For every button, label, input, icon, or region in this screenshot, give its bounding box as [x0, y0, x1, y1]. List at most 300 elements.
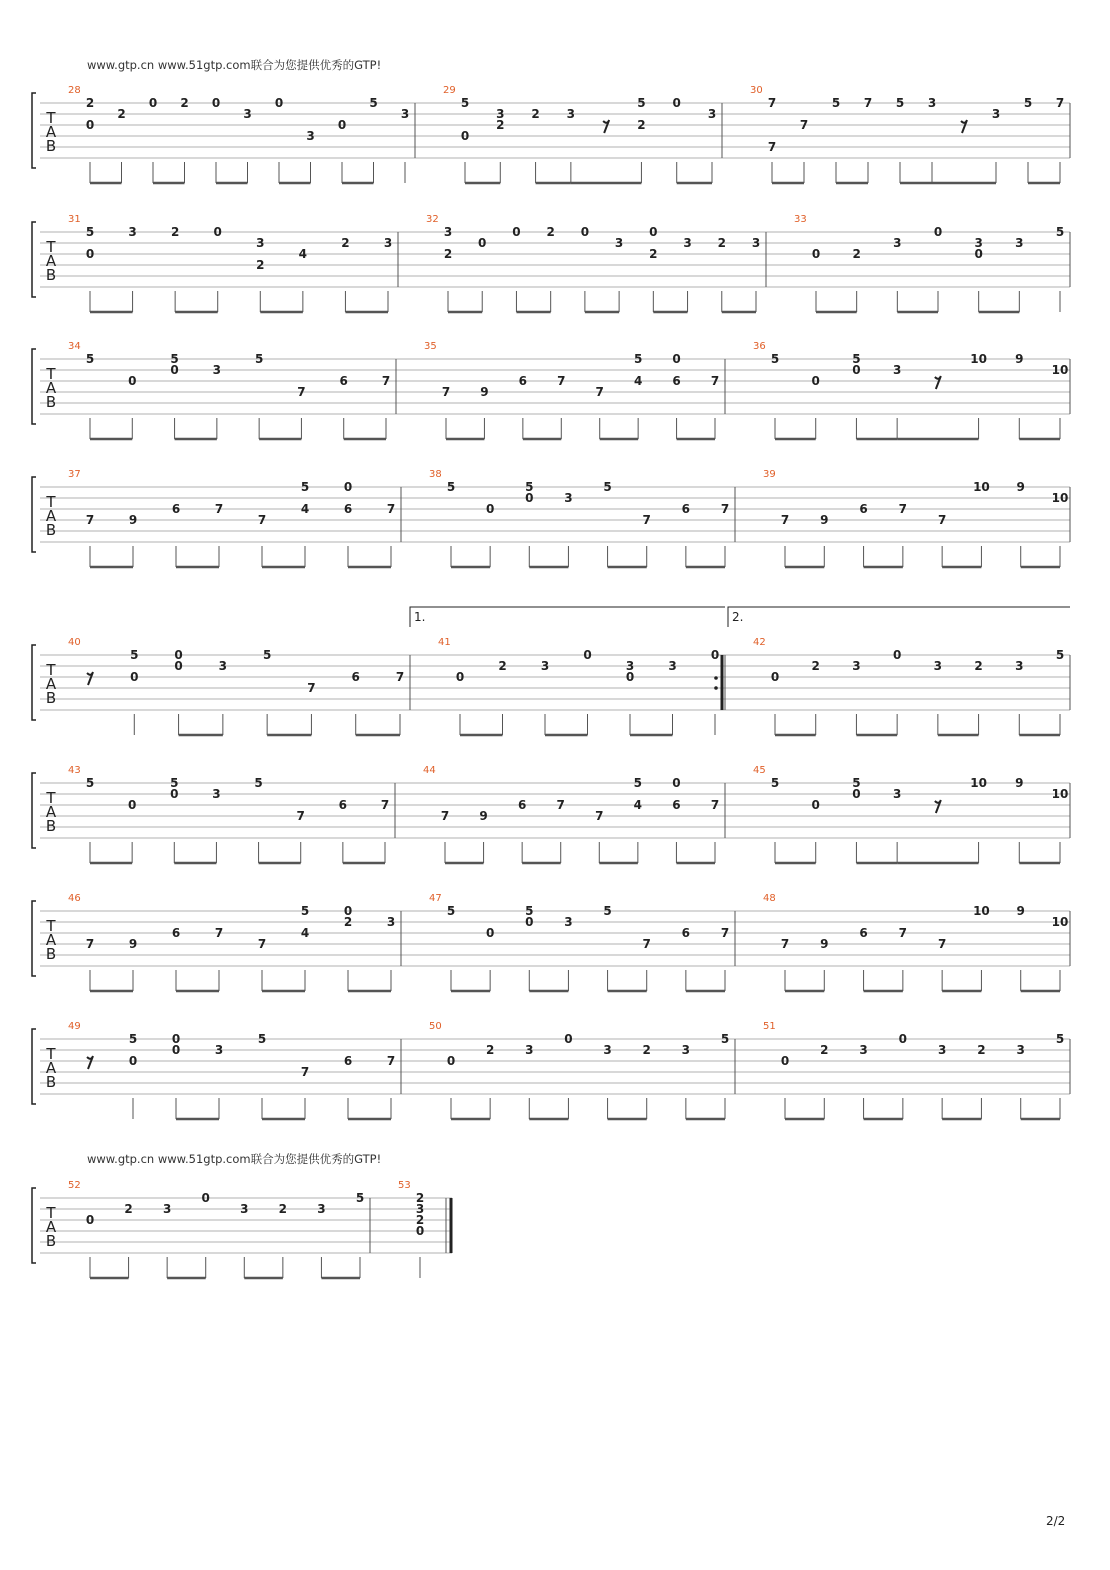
system-bracket — [32, 1029, 36, 1104]
fret-number: 5 — [254, 352, 264, 366]
tab-clef-letter: A — [45, 803, 57, 821]
fret-number: 7 — [441, 385, 451, 399]
fret-number: 10 — [973, 480, 990, 494]
tab-clef-letter: A — [45, 1218, 57, 1236]
fret-number: 10 — [1051, 787, 1069, 801]
fret-number: 2 — [415, 1213, 425, 1227]
fret-number: 3 — [892, 363, 902, 377]
fret-number: 7 — [898, 926, 908, 940]
fret-number: 0 — [201, 1191, 210, 1205]
measure-number: 39 — [763, 469, 776, 480]
tab-clef-letter: A — [45, 123, 57, 141]
fret-number: 3 — [306, 129, 315, 143]
fret-number: 0 — [649, 225, 658, 239]
measure-number: 40 — [68, 637, 81, 648]
measure-number: 36 — [753, 341, 766, 352]
fret-number: 0 — [933, 225, 943, 239]
repeat-dot — [714, 686, 718, 690]
fret-number: 2 — [341, 236, 350, 250]
fret-number: 3 — [933, 659, 943, 673]
fret-number: 5 — [460, 96, 470, 110]
tab-clef-letter: T — [46, 238, 56, 256]
fret-number: 5 — [637, 96, 646, 110]
fret-number: 6 — [859, 502, 868, 516]
fret-number: 3 — [681, 1043, 691, 1057]
eighth-rest — [935, 376, 941, 389]
fret-number: 3 — [937, 1043, 947, 1057]
fret-number: 6 — [351, 670, 360, 684]
fret-number: 5 — [1055, 225, 1065, 239]
fret-number: 2 — [531, 107, 540, 121]
fret-number: 7 — [214, 502, 224, 516]
fret-number: 0 — [171, 1032, 181, 1046]
fret-number: 0 — [512, 225, 521, 239]
fret-number: 3 — [564, 915, 573, 929]
fret-number: 7 — [780, 513, 790, 527]
fret-number: 0 — [85, 1213, 95, 1227]
measure-number: 42 — [753, 637, 766, 648]
tab-clef-letter: T — [46, 917, 56, 935]
fret-number: 5 — [446, 904, 456, 918]
fret-number: 0 — [892, 648, 902, 662]
tab-clef-letter: T — [46, 493, 56, 511]
fret-number: 0 — [811, 798, 820, 812]
fret-number: 3 — [212, 787, 221, 801]
fret-number: 0 — [898, 1032, 908, 1046]
tab-clef-letter: B — [45, 1232, 57, 1250]
fret-number: 6 — [338, 798, 348, 812]
fret-number: 0 — [672, 352, 681, 366]
fret-number: 5 — [300, 904, 310, 918]
tab-clef-letter: B — [45, 945, 57, 963]
fret-number: 3 — [496, 107, 505, 121]
fret-number: 10 — [970, 776, 987, 790]
fret-number: 4 — [633, 798, 643, 812]
fret-number: 3 — [974, 236, 983, 250]
fret-number: 6 — [171, 502, 181, 516]
fret-number: 2 — [496, 118, 505, 132]
system-bracket — [32, 645, 36, 720]
tab-clef-letter: B — [45, 1073, 57, 1091]
eighth-rest — [935, 800, 941, 813]
fret-number: 7 — [386, 502, 396, 516]
fret-number: 5 — [254, 776, 263, 790]
fret-number: 7 — [799, 118, 809, 132]
fret-number: 3 — [240, 1202, 249, 1216]
fret-number: 7 — [767, 96, 777, 110]
tab-clef-letter: A — [45, 252, 57, 270]
fret-number: 7 — [381, 374, 391, 388]
volta-bracket-2 — [728, 607, 1070, 627]
fret-number: 0 — [174, 659, 183, 673]
fret-number: 5 — [852, 352, 861, 366]
fret-number: 5 — [130, 648, 139, 662]
fret-number: 0 — [174, 648, 183, 662]
fret-number: 2 — [343, 915, 353, 929]
measure-number: 29 — [443, 85, 456, 96]
measure-number: 45 — [753, 765, 766, 776]
fret-number: 7 — [557, 374, 566, 388]
tab-clef-letter: T — [46, 789, 56, 807]
fret-number: 0 — [672, 776, 681, 790]
fret-number: 7 — [1055, 96, 1065, 110]
fret-number: 5 — [525, 904, 534, 918]
fret-number: 7 — [863, 96, 873, 110]
fret-number: 5 — [770, 776, 780, 790]
measure-number: 37 — [68, 469, 81, 480]
fret-number: 5 — [446, 480, 456, 494]
fret-number: 9 — [1015, 776, 1024, 790]
measure-number: 34 — [68, 341, 81, 352]
tab-clef-letter: B — [45, 689, 57, 707]
fret-number: 7 — [85, 937, 95, 951]
measure-number: 49 — [68, 1021, 81, 1032]
fret-number: 0 — [170, 787, 179, 801]
fret-number: 3 — [564, 491, 573, 505]
fret-number: 7 — [710, 374, 720, 388]
fret-number: 3 — [1016, 1043, 1025, 1057]
fret-number: 7 — [780, 937, 790, 951]
measure-number: 51 — [763, 1021, 776, 1032]
fret-number: 4 — [633, 374, 643, 388]
fret-number: 0 — [811, 247, 821, 261]
fret-number: 2 — [278, 1202, 288, 1216]
measure-number: 44 — [423, 765, 436, 776]
fret-number: 7 — [937, 513, 947, 527]
fret-number: 9 — [1015, 352, 1024, 366]
fret-number: 0 — [672, 96, 681, 110]
fret-number: 0 — [460, 129, 470, 143]
fret-number: 5 — [369, 96, 378, 110]
fret-number: 0 — [564, 1032, 573, 1046]
system-bracket — [32, 93, 36, 168]
measure-number: 53 — [398, 1180, 411, 1191]
fret-number: 3 — [859, 1043, 868, 1057]
fret-number: 3 — [218, 659, 228, 673]
measure-number: 52 — [68, 1180, 81, 1191]
fret-number: 10 — [1051, 491, 1069, 505]
tab-clef-letter: B — [45, 393, 57, 411]
fret-number: 5 — [895, 96, 905, 110]
fret-number: 4 — [300, 926, 310, 940]
fret-number: 5 — [170, 776, 179, 790]
fret-number: 3 — [751, 236, 761, 250]
volta-label-2: 2. — [732, 610, 744, 624]
fret-number: 0 — [478, 236, 487, 250]
fret-number: 3 — [317, 1202, 326, 1216]
fret-number: 0 — [274, 96, 284, 110]
fret-number: 0 — [127, 798, 137, 812]
fret-number: 7 — [642, 513, 651, 527]
eighth-rest — [603, 120, 609, 133]
system-bracket — [32, 773, 36, 848]
fret-number: 7 — [595, 809, 604, 823]
fret-number: 4 — [298, 247, 308, 261]
fret-number: 5 — [1023, 96, 1033, 110]
fret-number: 3 — [400, 107, 410, 121]
system-bracket — [32, 1188, 36, 1263]
volta-bracket-1 — [410, 607, 725, 627]
fret-number: 2 — [974, 659, 983, 673]
fret-number: 0 — [770, 670, 780, 684]
fret-number: 10 — [1051, 363, 1069, 377]
fret-number: 9 — [820, 513, 829, 527]
measure-number: 48 — [763, 893, 776, 904]
fret-number: 3 — [540, 659, 550, 673]
fret-number: 9 — [128, 937, 138, 951]
fret-number: 3 — [566, 107, 576, 121]
fret-number: 6 — [672, 798, 681, 812]
fret-number: 0 — [128, 1054, 138, 1068]
fret-number: 2 — [415, 1191, 425, 1205]
fret-number: 3 — [1015, 236, 1024, 250]
fret-number: 5 — [257, 1032, 267, 1046]
fret-number: 2 — [637, 118, 646, 132]
fret-number: 5 — [720, 1032, 730, 1046]
fret-number: 2 — [498, 659, 507, 673]
fret-number: 0 — [525, 915, 534, 929]
fret-number: 5 — [1055, 648, 1065, 662]
fret-number: 9 — [1016, 904, 1025, 918]
fret-number: 2 — [820, 1043, 829, 1057]
fret-number: 2 — [443, 247, 453, 261]
fret-number: 2 — [811, 659, 820, 673]
fret-number: 5 — [603, 904, 612, 918]
fret-number: 5 — [300, 480, 310, 494]
fret-number: 5 — [85, 352, 95, 366]
measure-number: 38 — [429, 469, 442, 480]
fret-number: 5 — [525, 480, 534, 494]
fret-number: 3 — [852, 659, 861, 673]
measure-number: 31 — [68, 214, 81, 225]
tab-clef-letter: A — [45, 379, 57, 397]
fret-number: 7 — [898, 502, 908, 516]
fret-number: 5 — [85, 776, 95, 790]
fret-number: 5 — [355, 1191, 365, 1205]
fret-number: 3 — [415, 1202, 425, 1216]
fret-number: 0 — [525, 491, 534, 505]
fret-number: 6 — [171, 926, 181, 940]
fret-number: 0 — [128, 374, 137, 388]
fret-number: 5 — [170, 352, 179, 366]
fret-number: 5 — [128, 1032, 138, 1046]
fret-number: 7 — [297, 385, 306, 399]
fret-number: 0 — [415, 1224, 425, 1238]
fret-number: 3 — [614, 236, 624, 250]
measure-number: 43 — [68, 765, 81, 776]
fret-number: 3 — [893, 236, 902, 250]
fret-number: 6 — [517, 798, 527, 812]
fret-number: 0 — [580, 225, 590, 239]
fret-number: 10 — [970, 352, 987, 366]
measure-number: 47 — [429, 893, 442, 904]
fret-number: 3 — [603, 1043, 612, 1057]
fret-number: 0 — [852, 787, 861, 801]
watermark-top: www.gtp.cn www.51gtp.com联合为您提供优秀的GTP! — [87, 58, 382, 72]
fret-number: 6 — [859, 926, 868, 940]
fret-number: 0 — [852, 363, 861, 377]
tab-clef-letter: B — [45, 817, 57, 835]
eighth-rest — [87, 672, 93, 685]
fret-number: 7 — [257, 513, 267, 527]
fret-number: 2 — [256, 258, 265, 272]
fret-number: 7 — [595, 385, 604, 399]
fret-number: 0 — [337, 118, 347, 132]
fret-number: 5 — [633, 776, 643, 790]
system-bracket — [32, 349, 36, 424]
eighth-rest — [961, 120, 967, 133]
fret-number: 7 — [380, 798, 390, 812]
fret-number: 7 — [257, 937, 267, 951]
fret-number: 0 — [85, 247, 95, 261]
fret-number: 3 — [386, 915, 396, 929]
fret-number: 3 — [162, 1202, 172, 1216]
fret-number: 7 — [556, 798, 565, 812]
fret-number: 9 — [1016, 480, 1025, 494]
fret-number: 6 — [518, 374, 528, 388]
system-bracket — [32, 901, 36, 976]
fret-number: 10 — [1051, 915, 1069, 929]
fret-number: 2 — [852, 247, 861, 261]
measure-number: 33 — [794, 214, 807, 225]
fret-number: 7 — [642, 937, 651, 951]
fret-number: 2 — [124, 1202, 133, 1216]
fret-number: 3 — [243, 107, 252, 121]
measure-number: 28 — [68, 85, 81, 96]
measure-number: 35 — [424, 341, 437, 352]
tab-clef-letter: A — [45, 675, 57, 693]
tab-clef-letter: A — [45, 1059, 57, 1077]
tab-clef-letter: T — [46, 1045, 56, 1063]
fret-number: 0 — [485, 926, 495, 940]
tab-clef-letter: T — [46, 1204, 56, 1222]
fret-number: 0 — [211, 96, 221, 110]
fret-number: 3 — [707, 107, 717, 121]
fret-number: 0 — [343, 904, 353, 918]
fret-number: 9 — [480, 385, 489, 399]
fret-number: 0 — [455, 670, 465, 684]
fret-number: 6 — [672, 374, 681, 388]
system-bracket — [32, 477, 36, 552]
fret-number: 0 — [446, 1054, 456, 1068]
fret-number: 0 — [710, 648, 720, 662]
fret-number: 7 — [937, 937, 947, 951]
fret-number: 7 — [720, 926, 730, 940]
system-bracket — [32, 222, 36, 297]
fret-number: 7 — [307, 681, 316, 695]
fret-number: 5 — [603, 480, 612, 494]
fret-number: 0 — [811, 374, 820, 388]
fret-number: 0 — [171, 1043, 181, 1057]
fret-number: 3 — [383, 236, 393, 250]
fret-number: 0 — [85, 118, 95, 132]
fret-number: 7 — [296, 809, 305, 823]
fret-number: 0 — [130, 670, 139, 684]
fret-number: 3 — [443, 225, 453, 239]
fret-number: 5 — [262, 648, 272, 662]
fret-number: 2 — [717, 236, 726, 250]
fret-number: 2 — [546, 225, 555, 239]
fret-number: 0 — [213, 225, 222, 239]
fret-number: 3 — [214, 1043, 224, 1057]
fret-number: 3 — [683, 236, 692, 250]
measure-number: 32 — [426, 214, 439, 225]
fret-number: 2 — [85, 96, 95, 110]
fret-number: 3 — [1015, 659, 1024, 673]
fret-number: 10 — [973, 904, 990, 918]
tab-clef-letter: T — [46, 661, 56, 679]
fret-number: 7 — [710, 798, 720, 812]
measure-number: 46 — [68, 893, 81, 904]
fret-number: 0 — [343, 480, 353, 494]
fret-number: 7 — [767, 140, 777, 154]
fret-number: 3 — [525, 1043, 534, 1057]
fret-number: 5 — [770, 352, 780, 366]
fret-number: 7 — [440, 809, 450, 823]
fret-number: 0 — [625, 670, 635, 684]
tab-clef-letter: T — [46, 109, 56, 127]
fret-number: 3 — [625, 659, 635, 673]
fret-number: 3 — [212, 363, 222, 377]
fret-number: 3 — [991, 107, 1001, 121]
fret-number: 2 — [117, 107, 126, 121]
fret-number: 2 — [649, 247, 658, 261]
tab-clef-letter: A — [45, 931, 57, 949]
fret-number: 2 — [485, 1043, 495, 1057]
tab-clef-letter: B — [45, 137, 57, 155]
fret-number: 9 — [820, 937, 829, 951]
fret-number: 3 — [128, 225, 137, 239]
page-number: 2/2 — [1046, 1514, 1066, 1528]
fret-number: 0 — [148, 96, 158, 110]
fret-number: 4 — [300, 502, 310, 516]
fret-number: 6 — [343, 502, 353, 516]
repeat-dot — [714, 676, 718, 680]
tab-clef-letter: T — [46, 365, 56, 383]
fret-number: 3 — [668, 659, 677, 673]
measure-number: 41 — [438, 637, 451, 648]
fret-number: 7 — [300, 1065, 310, 1079]
fret-number: 2 — [977, 1043, 986, 1057]
volta-label-1: 1. — [414, 610, 426, 624]
fret-number: 0 — [583, 648, 592, 662]
fret-number: 7 — [395, 670, 405, 684]
fret-number: 5 — [85, 225, 95, 239]
fret-number: 6 — [681, 926, 691, 940]
fret-number: 2 — [180, 96, 189, 110]
tab-clef-letter: B — [45, 521, 57, 539]
fret-number: 0 — [170, 363, 179, 377]
fret-number: 9 — [128, 513, 138, 527]
fret-number: 3 — [256, 236, 265, 250]
fret-number: 5 — [831, 96, 841, 110]
fret-number: 6 — [681, 502, 691, 516]
fret-number: 2 — [170, 225, 180, 239]
fret-number: 0 — [974, 247, 983, 261]
eighth-rest — [87, 1056, 93, 1069]
fret-number: 5 — [852, 776, 861, 790]
tab-clef-letter: A — [45, 507, 57, 525]
fret-number: 7 — [720, 502, 730, 516]
fret-number: 9 — [479, 809, 488, 823]
fret-number: 3 — [892, 787, 902, 801]
measure-number: 30 — [750, 85, 763, 96]
fret-number: 0 — [485, 502, 495, 516]
fret-number: 6 — [343, 1054, 353, 1068]
fret-number: 5 — [1055, 1032, 1065, 1046]
measure-number: 50 — [429, 1021, 442, 1032]
fret-number: 2 — [642, 1043, 651, 1057]
